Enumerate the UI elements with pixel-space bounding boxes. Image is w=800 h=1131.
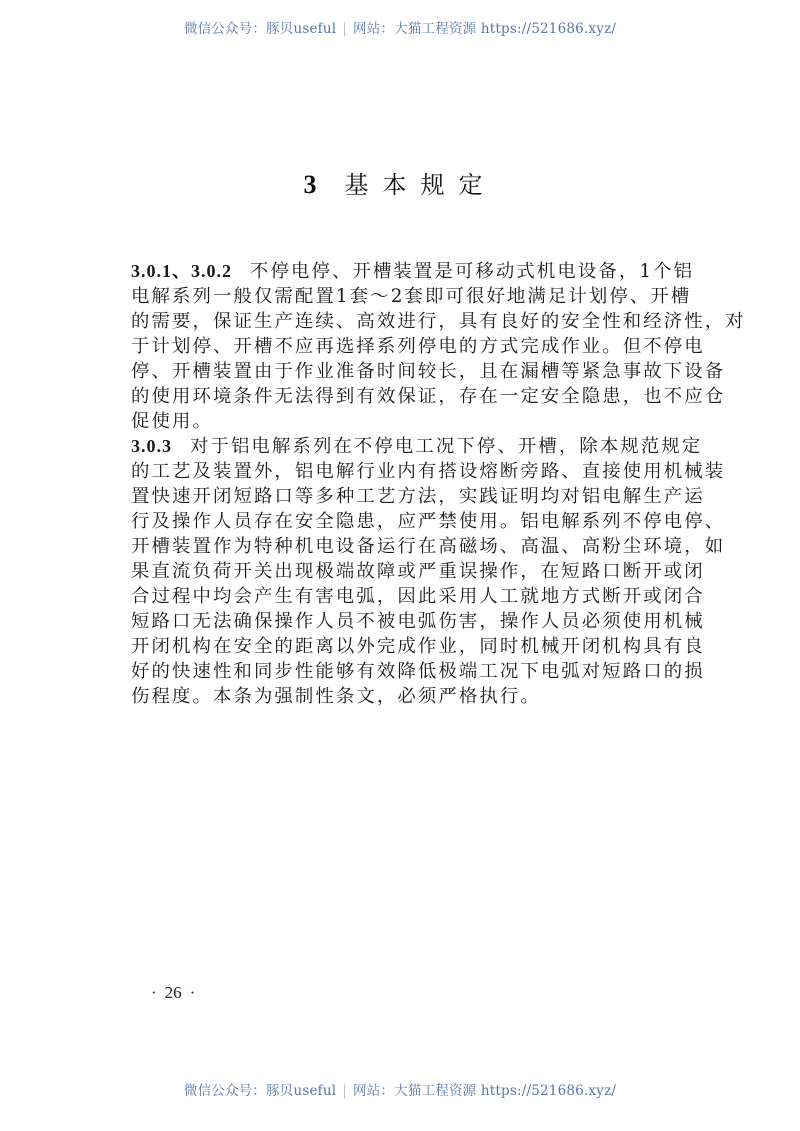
chapter-heading bbox=[0, 165, 800, 200]
clause-text: 对于铝电解系列在不停电工况下停、开槽，除本规范规定 bbox=[190, 436, 703, 457]
text-line: 合过程中均会产生有害电弧，因此采用人工就地方式断开或闭合 bbox=[131, 586, 705, 607]
text-line: 伤程度。本条为强制性条文，必须严格执行。 bbox=[131, 686, 541, 707]
chapter-title: 基本规定 bbox=[344, 171, 497, 199]
watermark-website-text: 网站：大猫工程资源 https://521686.xyz/ bbox=[353, 21, 617, 37]
text-line: 开槽装置作为特种机电设备运行在高磁场、高温、高粉尘环境，如 bbox=[131, 536, 726, 557]
watermark-separator: | bbox=[342, 21, 348, 37]
text-line: 于计划停、开槽不应再选择系列停电的方式完成作业。但不停电 bbox=[131, 336, 705, 357]
text-line: 短路口无法确保操作人员不被电弧伤害，操作人员必须使用机械 bbox=[131, 611, 705, 632]
watermark-footer bbox=[0, 1079, 800, 1099]
clause-3-0-3 bbox=[131, 434, 726, 709]
page-number bbox=[143, 983, 203, 1003]
text-line: 开闭机构在安全的距离以外完成作业，同时机械开闭机构具有良 bbox=[131, 636, 705, 657]
text-line: 促使用。 bbox=[131, 411, 213, 432]
clause-number: 3.0.1、3.0.2 bbox=[131, 261, 232, 281]
watermark-website-text: 网站：大猫工程资源 https://521686.xyz/ bbox=[353, 1083, 617, 1099]
clause-number: 3.0.3 bbox=[131, 436, 172, 456]
text-line: 的需要，保证生产连续、高效进行，具有良好的安全性和经济性，对 bbox=[131, 311, 746, 332]
page-number-value: 26 bbox=[164, 983, 182, 1002]
clause-3-0-1-3-0-2 bbox=[131, 259, 746, 434]
text-line bbox=[131, 434, 703, 459]
watermark-wechat-text: 微信公众号：豚贝useful bbox=[183, 1083, 337, 1099]
page-dot-left: · bbox=[151, 983, 157, 1002]
text-line: 行及操作人员存在安全隐患，应严禁使用。铝电解系列不停电停、 bbox=[131, 511, 726, 532]
text-line: 的使用环境条件无法得到有效保证，存在一定安全隐患，也不应仓 bbox=[131, 386, 726, 407]
page-dot-right: · bbox=[189, 983, 196, 1002]
chapter-number: 3 bbox=[303, 170, 317, 199]
clause-text: 不停电停、开槽装置是可移动式机电设备，1个铝 bbox=[250, 261, 695, 282]
text-line: 果直流负荷开关出现极端故障或严重误操作，在短路口断开或闭 bbox=[131, 561, 705, 582]
text-line: 停、开槽装置由于作业准备时间较长，且在漏槽等紧急事故下设备 bbox=[131, 361, 726, 382]
text-line: 置快速开闭短路口等多种工艺方法，实践证明均对铝电解生产运 bbox=[131, 486, 705, 507]
text-line: 好的快速性和同步性能够有效降低极端工况下电弧对短路口的损 bbox=[131, 661, 705, 682]
document-body bbox=[131, 259, 746, 709]
text-line: 电解系列一般仅需配置1套～2套即可很好地满足计划停、开槽 bbox=[131, 286, 692, 307]
watermark-wechat-text: 微信公众号：豚贝useful bbox=[183, 21, 337, 37]
watermark-header bbox=[0, 17, 800, 37]
watermark-separator: | bbox=[342, 1083, 348, 1099]
text-line: 的工艺及装置外，铝电解行业内有搭设熔断旁路、直接使用机械装 bbox=[131, 461, 726, 482]
text-line bbox=[131, 259, 695, 284]
